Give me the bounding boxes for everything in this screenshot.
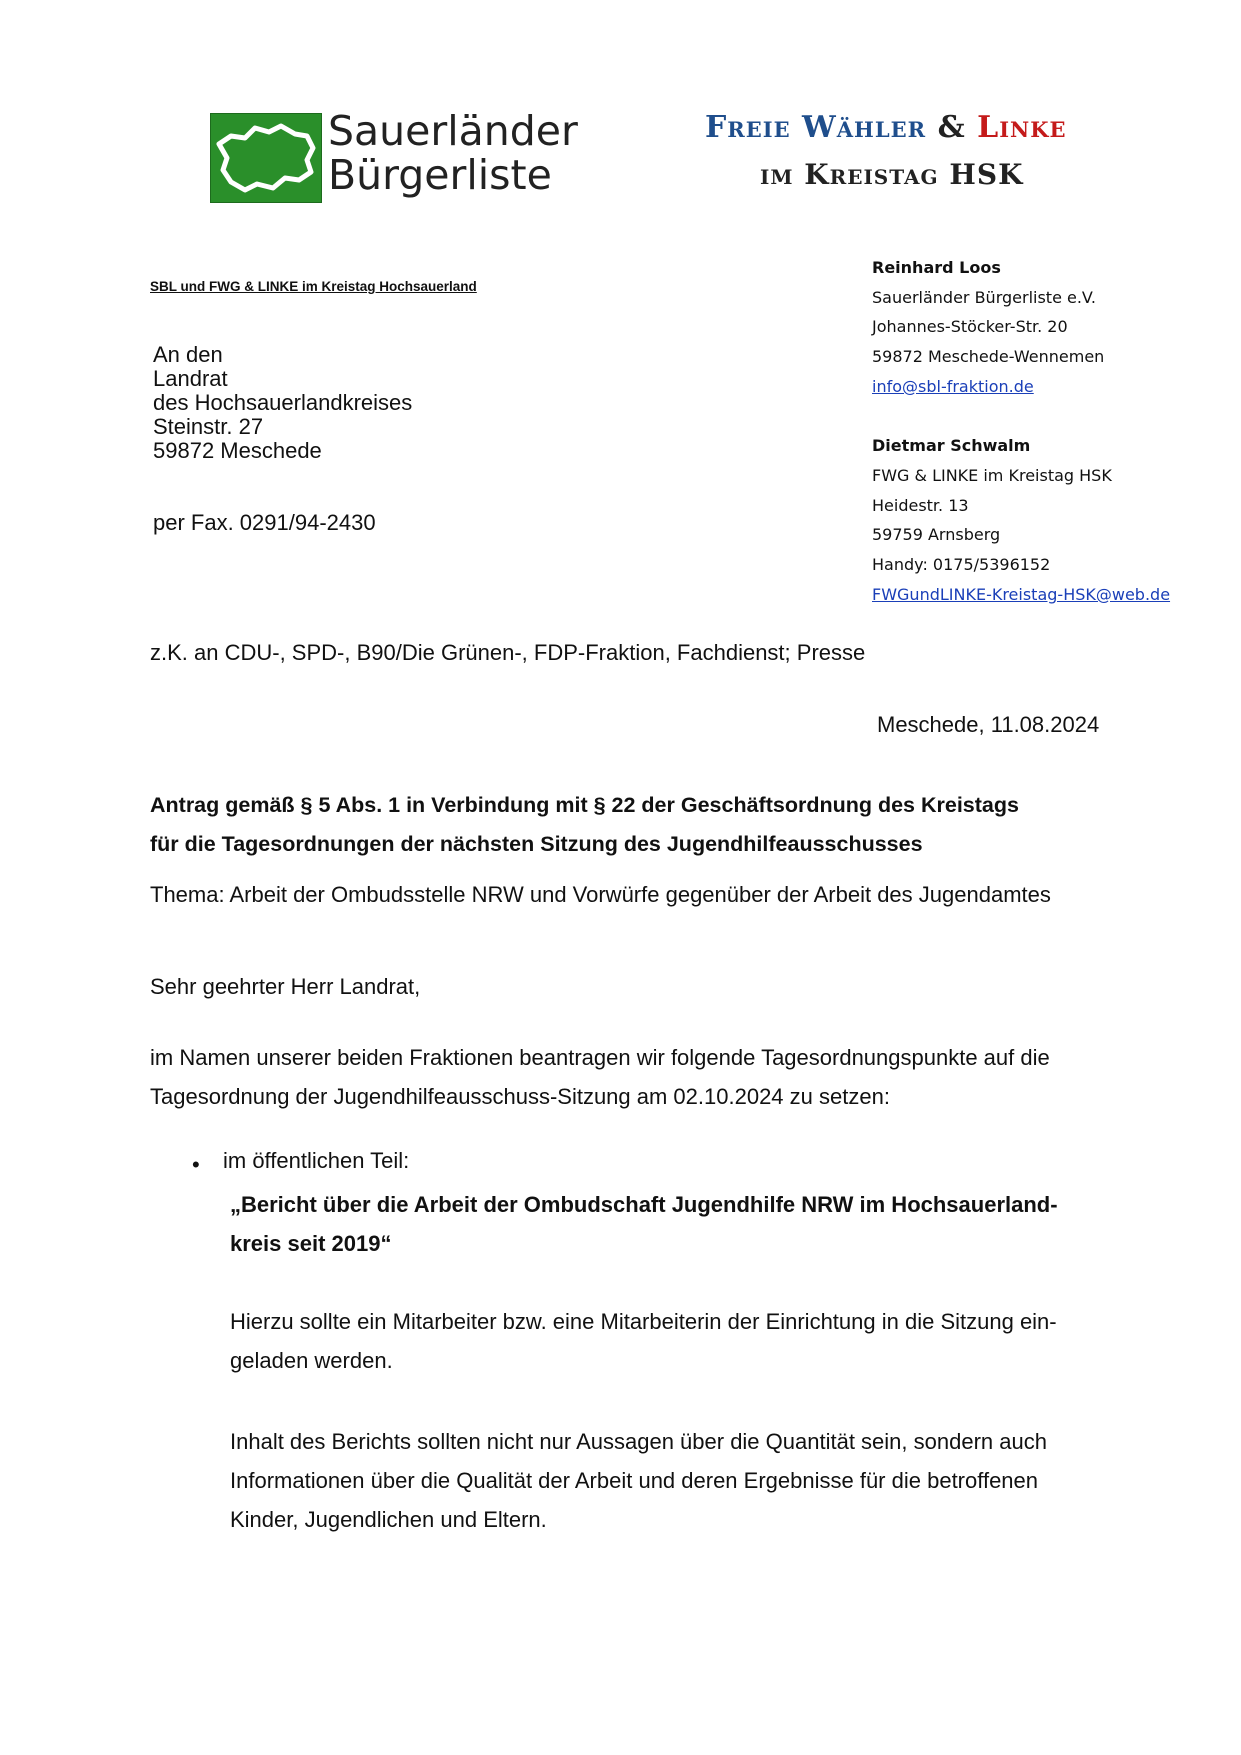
sender-return-line: SBL und FWG & LINKE im Kreistag Hochsauerland [150,279,477,294]
fwg-linke-logo: Freie Wähler & Linke im Kreistag HSK [705,110,1067,191]
recipient-address [153,343,412,463]
contact-email-link[interactable]: info@sbl-fraktion.de [872,376,1034,396]
intro-paragraph: im Namen unserer beiden Fraktionen beantragen wir folgende Tagesordnungspunkte auf die Tagesordnung der Jugendhilfeausschuss-Sitzung am 02.10.2024 zu setzen: [150,1045,1050,1109]
address-line: Landrat [153,366,228,391]
cc-line: z.K. an CDU-, SPD-, B90/Die Grünen-, FDP-Fraktion, Fachdienst; Presse [150,640,866,665]
address-line: Steinstr. 27 [153,414,264,439]
sauerland-map-icon [210,113,322,203]
letter-date: Meschede, 11.08.2024 [877,712,1100,737]
letter-subject: Antrag gemäß § 5 Abs. 1 in Verbindung mit § 22 der Geschäftsordnung des Kreistags für die Tagesordnungen der nächsten Sitzung des Jugendhilfeausschusses [150,793,1019,856]
contact-line: Handy: 0175/5396152 [872,555,1051,575]
contact-line: Sauerländer Bürgerliste e.V. [872,287,1096,307]
contact-line: Johannes-Stöcker-Str. 20 [872,317,1068,337]
contact-line: 59759 Arnsberg [872,525,1001,545]
fax-line: per Fax. 0291/94-2430 [153,510,376,535]
letter-topic: Thema: Arbeit der Ombudsstelle NRW und Vorwürfe gegenüber der Arbeit des Jugendamtes [150,882,1051,907]
agenda-item-paragraph: Hierzu sollte ein Mitarbeiter bzw. eine Mitarbeiterin der Einrichtung in die Sitzung ein- geladen werden. [230,1309,1057,1373]
address-line: An den [153,342,223,367]
bullet-label: im öffentlichen Teil: [223,1148,410,1173]
sbl-logo-text: Sauerländer Bürgerliste [328,107,578,199]
address-line: des Hochsauerlandkreises [153,390,413,415]
contact-email-link[interactable]: FWGundLINKE-Kreistag-HSK@web.de [872,584,1171,604]
address-line: 59872 Meschede [153,438,322,463]
contact-name: Reinhard Loos [872,258,1001,277]
agenda-item-title: „Bericht über die Arbeit der Ombudschaft Jugendhilfe NRW im Hochsauerland- kreis seit 2019“ [230,1192,1058,1256]
sbl-logo [210,107,620,203]
contact-line: 59872 Meschede-Wennemen [872,347,1105,367]
contact-name: Dietmar Schwalm [872,436,1031,456]
contact-line: FWG & LINKE im Kreistag HSK [872,465,1112,485]
contact-line: Heidestr. 13 [872,495,969,515]
salutation: Sehr geehrter Herr Landrat, [150,974,421,999]
contact-block [872,253,1170,609]
bullet-icon: • [192,1152,200,1177]
agenda-item-paragraph: Inhalt des Berichts sollten nicht nur Aussagen über die Quantität sein, sondern auch Informationen über die Qualität der Arbeit und deren Ergebnisse für die betroffenen Kinder, Jugendlichen und Eltern. [230,1429,1047,1532]
